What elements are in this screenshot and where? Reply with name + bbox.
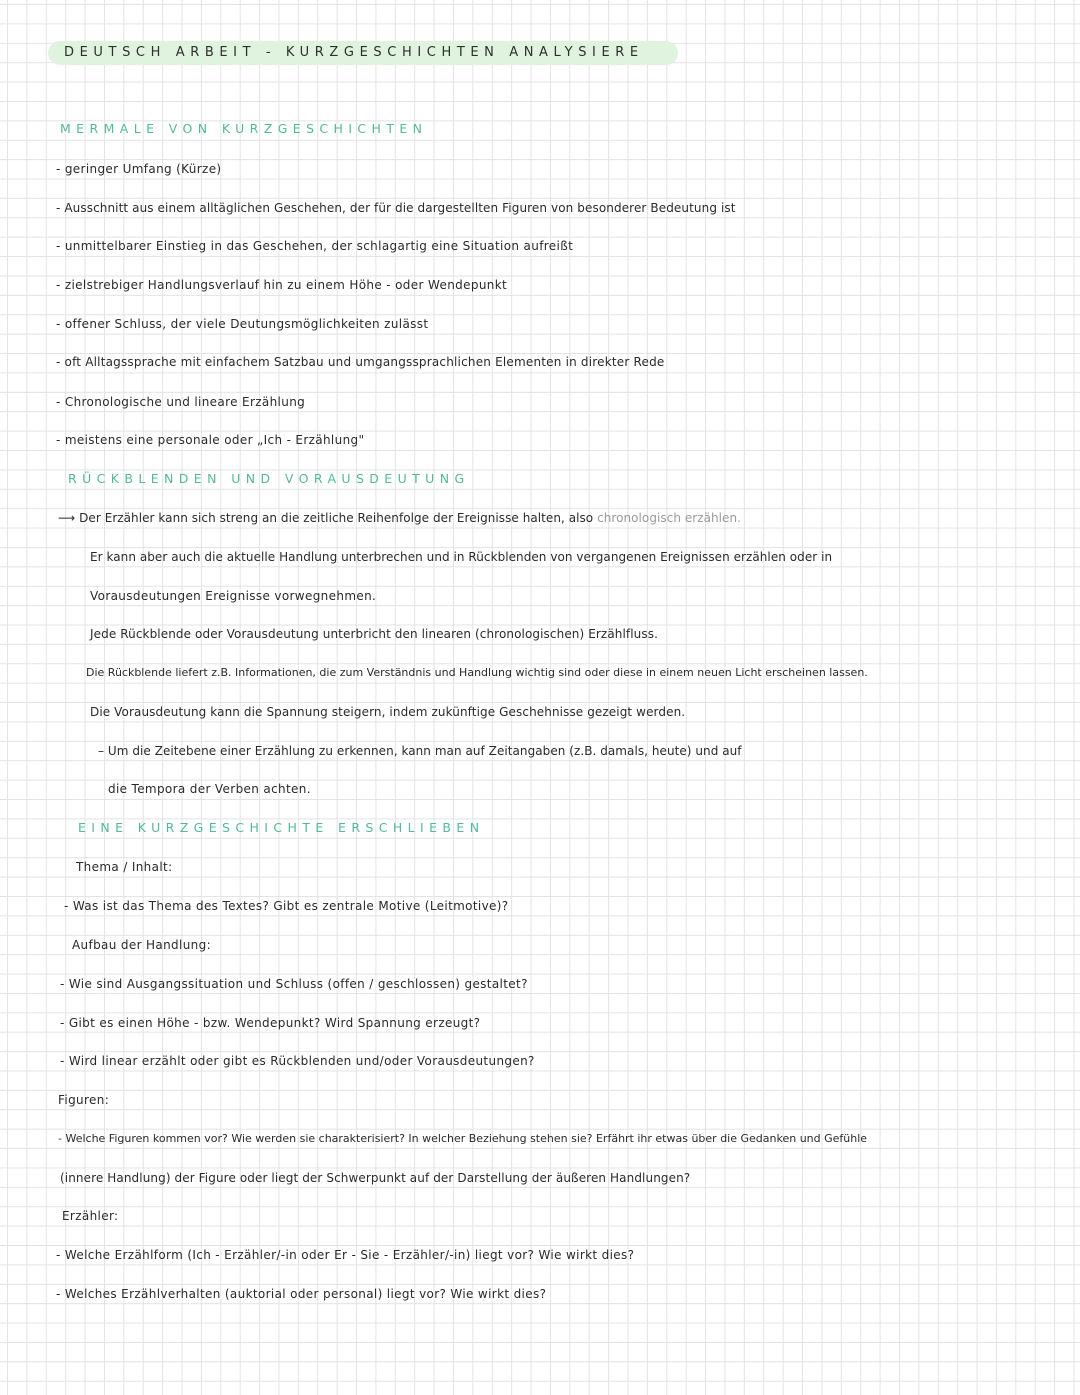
list-item: - Wird linear erzählt oder gibt es Rückblenden und/oder Vorausdeutungen? [60, 1054, 535, 1068]
paragraph-line: Die Rückblende liefert z.B. Informationen, die zum Verständnis und Handlung wichtig sind oder diese in einem neuen Licht erscheinen lassen. [86, 666, 868, 679]
heading-rueckblenden: RÜCKBLENDEN UND VORAUSDEUTUNG [68, 471, 470, 486]
subheading-thema: Thema / Inhalt: [76, 860, 173, 874]
list-item: (innere Handlung) der Figure oder liegt der Schwerpunkt auf der Darstellung der äußeren Handlungen? [60, 1171, 691, 1185]
subheading-aufbau: Aufbau der Handlung: [72, 938, 211, 952]
list-item: - Welches Erzählverhalten (auktorial oder personal) liegt vor? Wie wirkt dies? [56, 1287, 547, 1301]
list-item: - Welche Erzählform (Ich - Erzähler/-in oder Er - Sie - Erzähler/-in) liegt vor? Wie wirkt dies? [56, 1248, 635, 1262]
heading-erschliessen: EINE KURZGESCHICHTE ERSCHLIEBEN [78, 820, 485, 835]
list-item: - Wie sind Ausgangssituation und Schluss (offen / geschlossen) gestaltet? [60, 977, 528, 991]
list-item: - offener Schluss, der viele Deutungsmöglichkeiten zulässt [56, 317, 429, 331]
list-item: - Ausschnitt aus einem alltäglichen Geschehen, der für die dargestellten Figuren von besonderer Bedeutung ist [56, 201, 736, 215]
heading-merkmale: MERMALE VON KURZGESCHICHTEN [60, 121, 428, 136]
list-item: - Chronologische und lineare Erzählung [56, 395, 306, 409]
paragraph-line: Er kann aber auch die aktuelle Handlung unterbrechen und in Rückblenden von vergangenen Ereignissen erzählen oder in [90, 550, 833, 564]
list-item: - Was ist das Thema des Textes? Gibt es zentrale Motive (Leitmotive)? [64, 899, 509, 913]
paragraph-line: – Um die Zeitebene einer Erzählung zu erkennen, kann man auf Zeitangaben (z.B. damals, heute) und auf [98, 744, 742, 758]
list-item: - Gibt es einen Höhe - bzw. Wendepunkt? Wird Spannung erzeugt? [60, 1016, 481, 1030]
paragraph-line [58, 510, 741, 526]
highlight-text-chronologisch: chronologisch erzählen. [597, 511, 741, 525]
paragraph-line: Die Vorausdeutung kann die Spannung steigern, indem zukünftige Geschehnisse gezeigt werden. [90, 705, 686, 719]
list-item: - geringer Umfang (Kürze) [56, 162, 222, 176]
page-title: DEUTSCH ARBEIT - KURZGESCHICHTEN ANALYSIERE [64, 45, 644, 60]
list-item: - meistens eine personale oder „Ich - Erzählung" [56, 433, 365, 447]
subheading-figuren: Figuren: [58, 1093, 110, 1107]
paragraph-line: Vorausdeutungen Ereignisse vorwegnehmen. [90, 589, 377, 603]
list-item: - unmittelbarer Einstieg in das Geschehen, der schlagartig eine Situation aufreißt [56, 239, 574, 253]
paragraph-line: Jede Rückblende oder Vorausdeutung unterbricht den linearen (chronologischen) Erzählfluss. [90, 627, 658, 641]
list-item: - Welche Figuren kommen vor? Wie werden sie charakterisiert? In welcher Beziehung stehen sie? Erfährt ihr etwas über die Gedanken und Gefühle [58, 1132, 868, 1145]
paragraph-line: die Tempora der Verben achten. [108, 782, 311, 796]
paragraph-text: ⟶ Der Erzähler kann sich streng an die zeitliche Reihenfolge der Ereignisse halten, also [58, 511, 594, 525]
subheading-erzaehler: Erzähler: [62, 1209, 119, 1223]
list-item: - zielstrebiger Handlungsverlauf hin zu einem Höhe - oder Wendepunkt [56, 278, 508, 292]
list-item: - oft Alltagssprache mit einfachem Satzbau und umgangssprachlichen Elementen in direkter Rede [56, 355, 665, 369]
